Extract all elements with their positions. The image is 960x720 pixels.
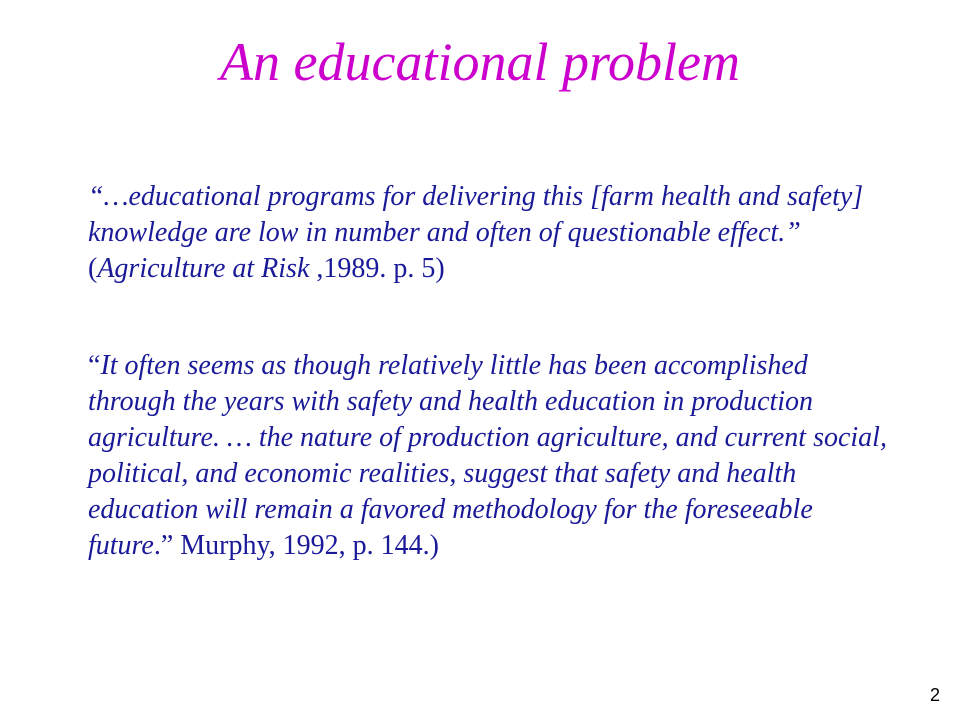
quote-text: It often seems as though relatively little has been accomplished through the years with safety and health education in production agriculture. … the nature of production agriculture, and current social, political, and economic realities, suggest that safety and health education will remain a favored methodology for the foreseeable future — [88, 350, 887, 561]
quote-text: “…educational programs for delivering this [farm health and safety] knowledge are low in number and often of questionable effect.” — [88, 181, 864, 248]
quote-murphy — [88, 348, 888, 564]
quote-agriculture-at-risk — [88, 179, 888, 287]
citation-open-paren: ( — [88, 253, 98, 284]
citation-murphy: Murphy, 1992, p. 144.) — [173, 530, 440, 561]
quote-open-mark: “ — [88, 350, 101, 381]
quote-close-mark: .” — [153, 530, 174, 561]
citation-year-page: ,1989. p. 5) — [309, 253, 445, 284]
page-number: 2 — [929, 685, 940, 705]
citation-source-title: Agriculture at Risk — [97, 253, 310, 284]
slide-title: An educational problem — [220, 32, 740, 92]
